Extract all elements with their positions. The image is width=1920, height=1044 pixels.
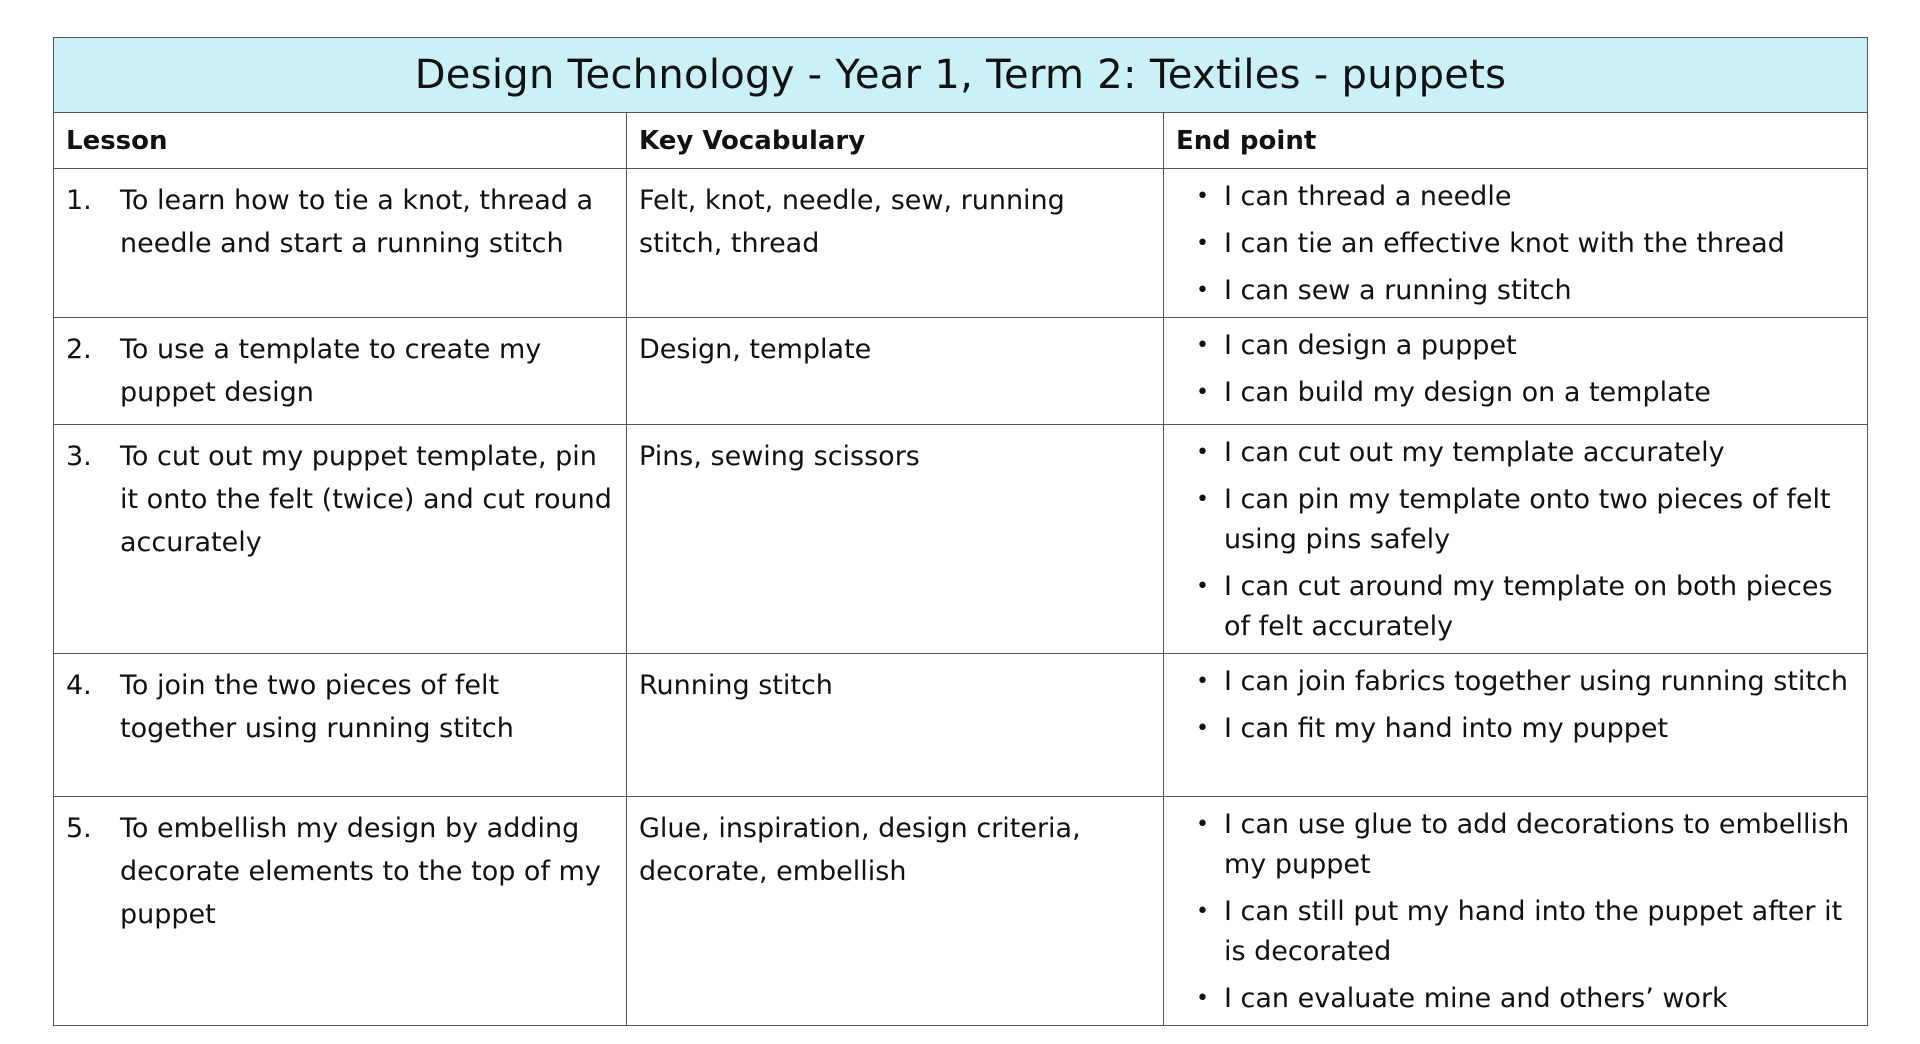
- end-point-text: I can build my design on a template: [1224, 377, 1711, 408]
- lesson-cell: [54, 797, 627, 1026]
- end-point-text: I can sew a running stitch: [1224, 275, 1572, 306]
- lesson-cell: [54, 425, 627, 654]
- list-item: [1176, 892, 1855, 972]
- title-row: [54, 38, 1868, 113]
- bullet-icon: •: [1196, 487, 1209, 512]
- vocabulary-cell: Running stitch: [627, 654, 1164, 797]
- end-point-list: [1176, 326, 1855, 413]
- table-row: [54, 654, 1868, 797]
- lesson-item: [66, 807, 614, 936]
- lesson-text: To embellish my design by adding decorate elements to the top of my puppet: [120, 813, 601, 930]
- lesson-cell: [54, 318, 627, 425]
- table-row: [54, 425, 1868, 654]
- list-item: [1176, 979, 1855, 1019]
- lesson-number: 2.: [66, 334, 92, 365]
- vocabulary-cell: Glue, inspiration, design criteria, decorate, embellish: [627, 797, 1164, 1026]
- lesson-number: 3.: [66, 441, 92, 472]
- lesson-number: 5.: [66, 813, 92, 844]
- bullet-icon: •: [1196, 986, 1209, 1011]
- lesson-text: To learn how to tie a knot, thread a needle and start a running stitch: [120, 185, 594, 259]
- vocabulary-cell: Design, template: [627, 318, 1164, 425]
- bullet-icon: •: [1196, 380, 1209, 405]
- bullet-icon: •: [1196, 440, 1209, 465]
- lesson-number: 1.: [66, 185, 92, 216]
- lesson-cell: [54, 169, 627, 318]
- list-item: [1176, 662, 1855, 702]
- bullet-icon: •: [1196, 812, 1209, 837]
- end-point-text: I can design a puppet: [1224, 330, 1517, 361]
- table-row: [54, 169, 1868, 318]
- list-item: [1176, 177, 1855, 217]
- lesson-number: 4.: [66, 670, 92, 701]
- end-point-text: I can cut out my template accurately: [1224, 437, 1725, 468]
- header-row: [54, 113, 1868, 169]
- bullet-icon: •: [1196, 333, 1209, 358]
- end-point-cell: [1164, 169, 1868, 318]
- end-point-list: [1176, 805, 1855, 1019]
- end-point-text: I can tie an effective knot with the thread: [1224, 228, 1785, 259]
- end-point-text: I can cut around my template on both pieces of felt accurately: [1224, 571, 1833, 642]
- end-point-list: [1176, 177, 1855, 311]
- list-item: [1176, 567, 1855, 647]
- table-row: [54, 797, 1868, 1026]
- list-item: [1176, 480, 1855, 560]
- end-point-cell: [1164, 797, 1868, 1026]
- list-item: [1176, 326, 1855, 366]
- lesson-plan-table: [53, 37, 1868, 1026]
- page-title: Design Technology - Year 1, Term 2: Textiles - puppets: [54, 38, 1868, 113]
- lesson-text: To cut out my puppet template, pin it onto the felt (twice) and cut round accurately: [120, 441, 612, 558]
- list-item: [1176, 271, 1855, 311]
- end-point-text: I can evaluate mine and others’ work: [1224, 983, 1728, 1014]
- table-row: [54, 318, 1868, 425]
- bullet-icon: •: [1196, 278, 1209, 303]
- end-point-text: I can use glue to add decorations to embellish my puppet: [1224, 809, 1850, 880]
- list-item: [1176, 373, 1855, 413]
- lesson-text: To join the two pieces of felt together using running stitch: [120, 670, 514, 744]
- end-point-list: [1176, 662, 1855, 749]
- list-item: [1176, 805, 1855, 885]
- header-lesson: Lesson: [54, 113, 627, 169]
- header-key-vocabulary: Key Vocabulary: [627, 113, 1164, 169]
- end-point-cell: [1164, 318, 1868, 425]
- end-point-list: [1176, 433, 1855, 647]
- vocabulary-cell: Felt, knot, needle, sew, running stitch, thread: [627, 169, 1164, 318]
- lesson-item: [66, 435, 614, 564]
- end-point-text: I can fit my hand into my puppet: [1224, 713, 1669, 744]
- bullet-icon: •: [1196, 899, 1209, 924]
- end-point-text: I can still put my hand into the puppet after it is decorated: [1224, 896, 1843, 967]
- bullet-icon: •: [1196, 574, 1209, 599]
- bullet-icon: •: [1196, 669, 1209, 694]
- end-point-text: I can pin my template onto two pieces of felt using pins safely: [1224, 484, 1831, 555]
- end-point-cell: [1164, 654, 1868, 797]
- lesson-text: To use a template to create my puppet design: [120, 334, 542, 408]
- bullet-icon: •: [1196, 716, 1209, 741]
- list-item: [1176, 224, 1855, 264]
- lesson-cell: [54, 654, 627, 797]
- list-item: [1176, 709, 1855, 749]
- list-item: [1176, 433, 1855, 473]
- bullet-icon: •: [1196, 231, 1209, 256]
- end-point-cell: [1164, 425, 1868, 654]
- end-point-text: I can thread a needle: [1224, 181, 1512, 212]
- lesson-item: [66, 179, 614, 265]
- lesson-item: [66, 664, 614, 750]
- bullet-icon: •: [1196, 184, 1209, 209]
- vocabulary-cell: Pins, sewing scissors: [627, 425, 1164, 654]
- lesson-item: [66, 328, 614, 414]
- end-point-text: I can join fabrics together using running stitch: [1224, 666, 1848, 697]
- header-end-point: End point: [1164, 113, 1868, 169]
